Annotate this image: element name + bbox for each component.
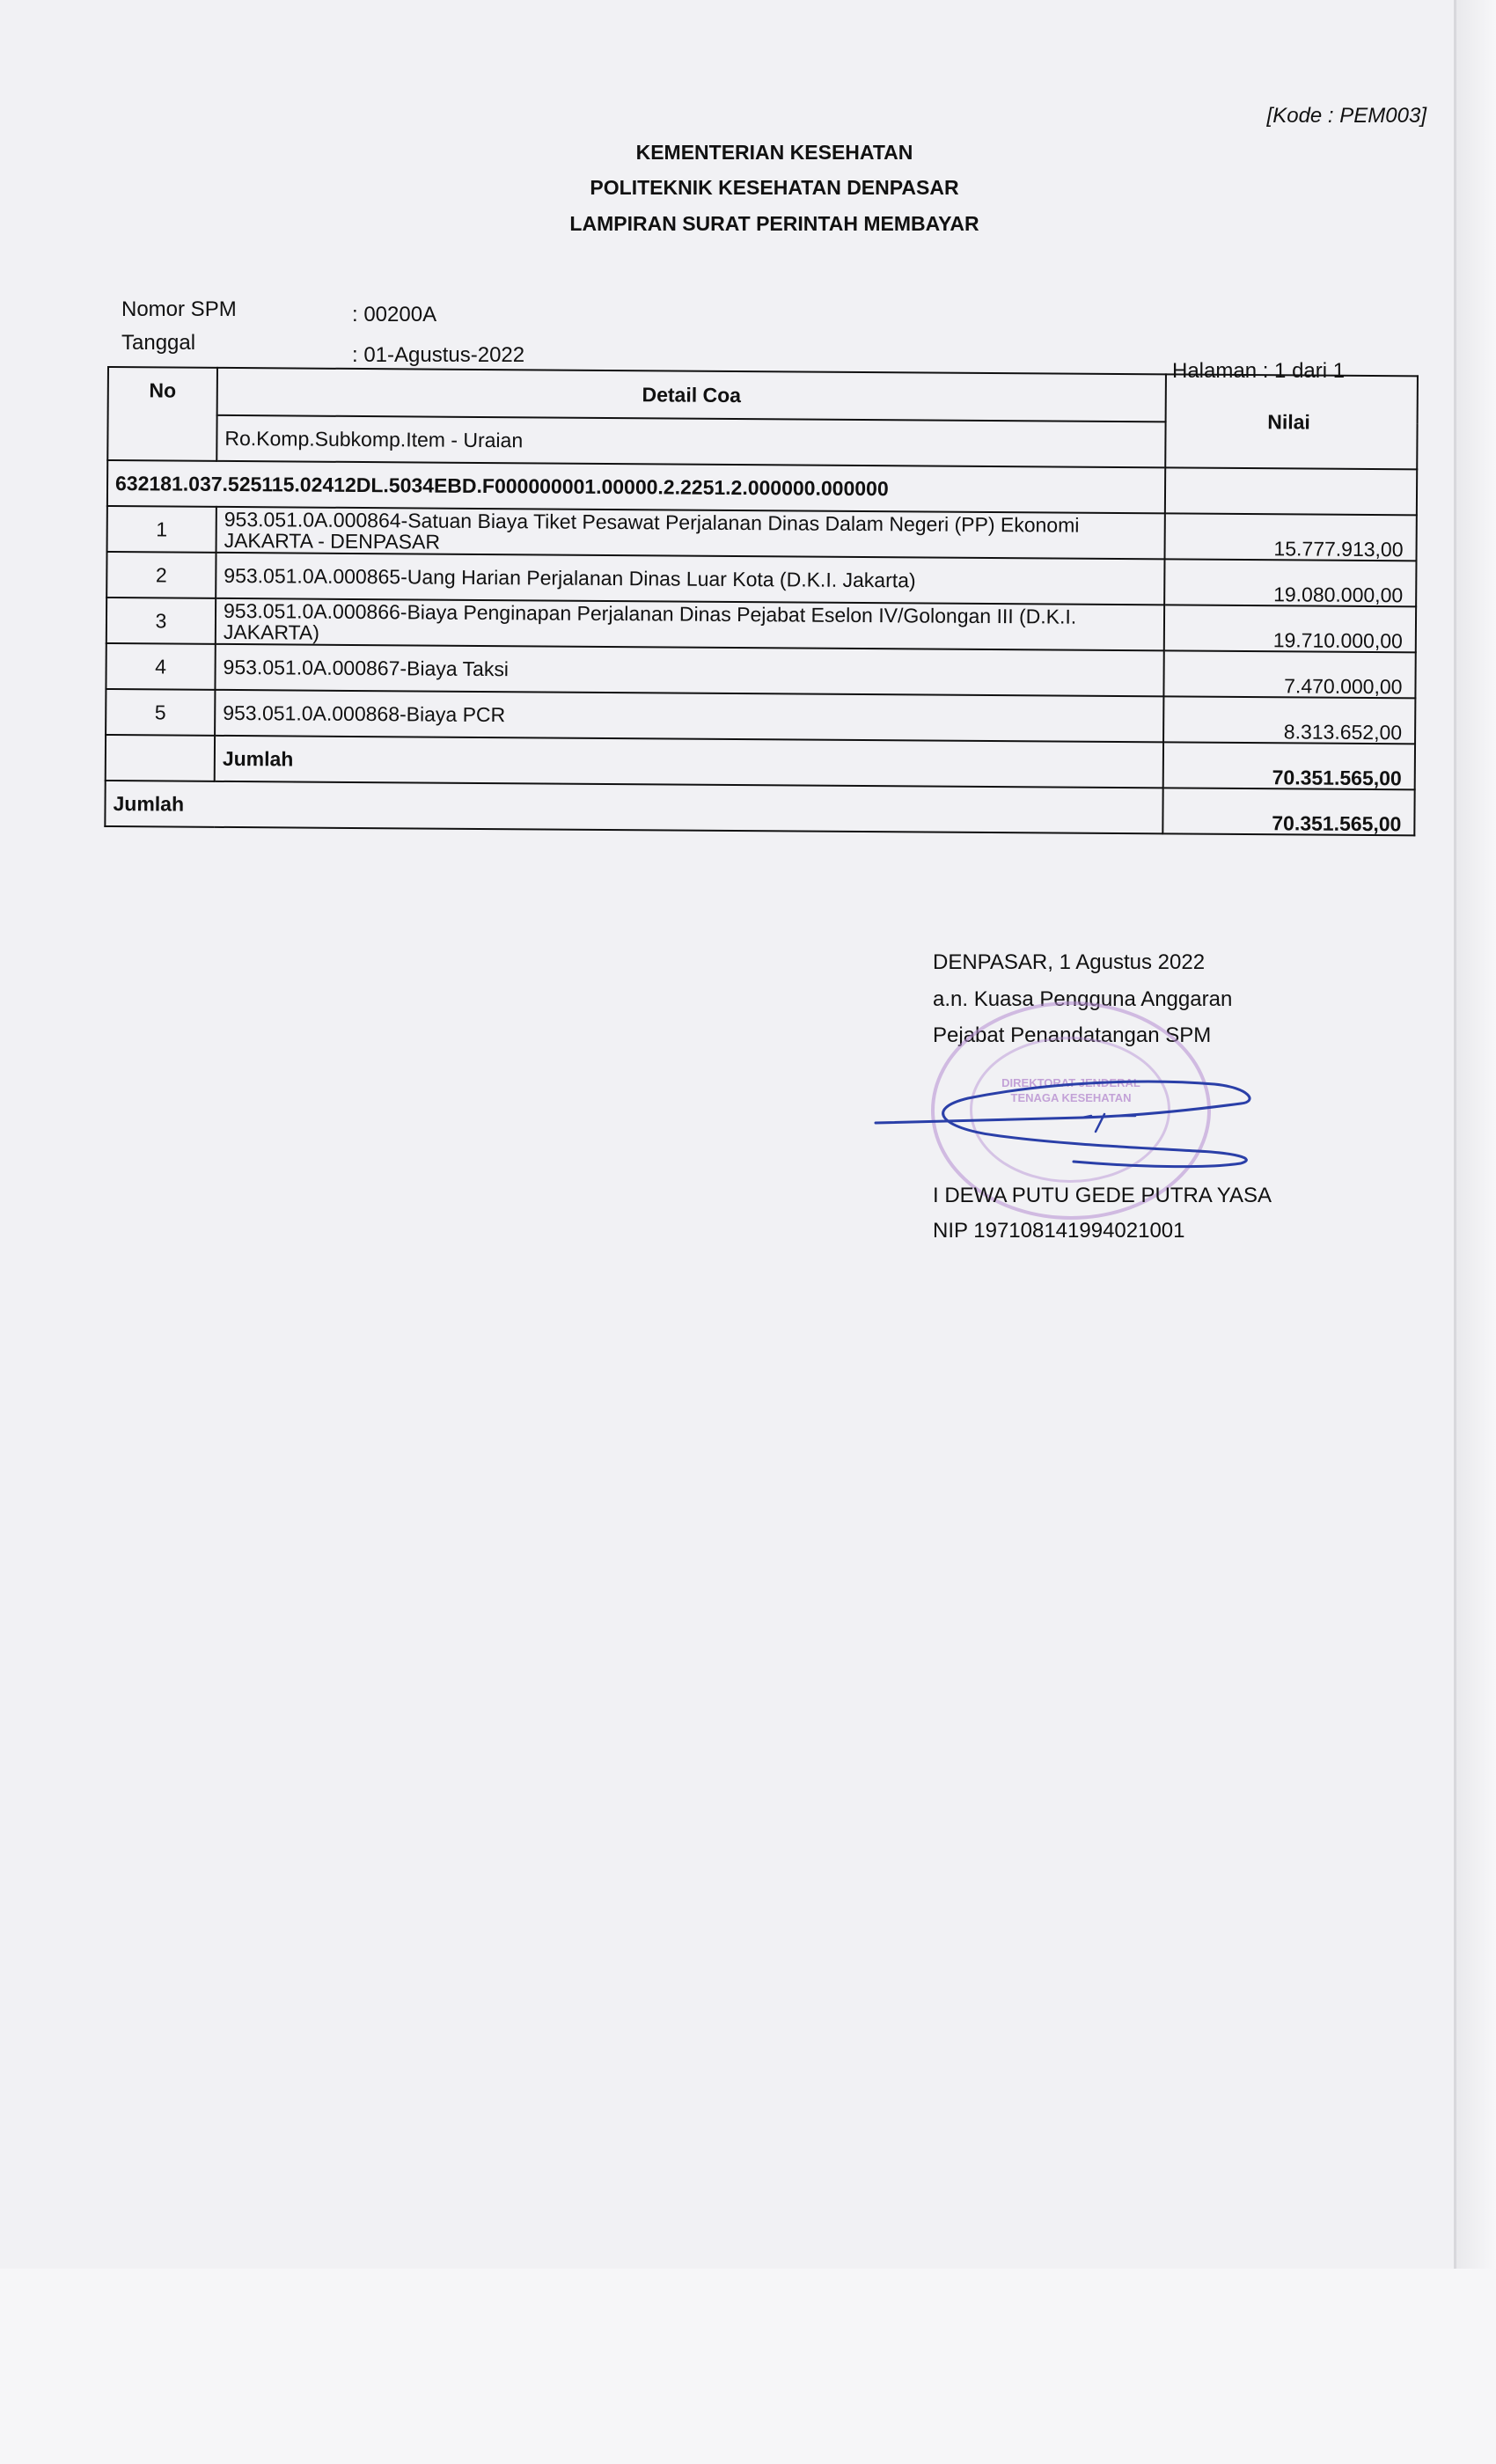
item-no: 4 xyxy=(106,643,215,690)
item-description: 953.051.0A.000866-Biaya Penginapan Perjalanan Dinas Pejabat Eselon IV/Golongan III (D.K.I. JAKARTA) xyxy=(216,598,1164,651)
item-description: 953.051.0A.000868-Biaya PCR xyxy=(215,690,1163,743)
item-nilai: 7.470.000,00 xyxy=(1163,650,1415,698)
header-ministry: KEMENTERIAN KESEHATAN xyxy=(635,141,913,164)
total-row xyxy=(105,781,1414,835)
subtotal-value: 70.351.565,00 xyxy=(1163,742,1415,789)
header-institution: POLITEKNIK KESEHATAN DENPASAR xyxy=(590,176,959,199)
subtotal-label: Jumlah xyxy=(215,736,1163,788)
signature-role-1: a.n. Kuasa Pengguna Anggaran xyxy=(933,987,1233,1011)
signature-role-2: Pejabat Penandatangan SPM xyxy=(933,1023,1212,1047)
account-code: 632181.037.525115.02412DL.5034EBD.F000000001.00000.2.2251.2.000000.000000 xyxy=(107,460,1165,513)
item-no: 5 xyxy=(106,689,215,736)
subtotal-no xyxy=(106,735,215,781)
scan-edge xyxy=(1456,0,1496,2464)
total-value: 70.351.565,00 xyxy=(1162,788,1414,835)
total-label: Jumlah xyxy=(105,781,1162,833)
header-nilai: Nilai xyxy=(1165,374,1418,469)
item-description: 953.051.0A.000864-Satuan Biaya Tiket Pesawat Perjalanan Dinas Dalam Negeri (PP) Ekonomi JAKARTA - DENPASAR xyxy=(216,507,1165,560)
item-description: 953.051.0A.000865-Uang Harian Perjalanan Dinas Luar Kota (D.K.I. Jakarta) xyxy=(216,553,1164,605)
stamp-text: DIREKTORAT JENDERAL TENAGA KESEHATAN xyxy=(1001,1076,1140,1104)
item-no: 2 xyxy=(106,552,216,598)
form-code: [Kode : PEM003] xyxy=(1266,104,1426,128)
signature-place-date: DENPASAR, 1 Agustus 2022 xyxy=(933,950,1206,974)
item-nilai: 15.777.913,00 xyxy=(1164,513,1416,561)
handwritten-signature xyxy=(871,1063,1276,1177)
nomor-spm-value: : 00200A xyxy=(352,303,437,326)
page-indicator: Halaman : 1 dari 1 xyxy=(1172,359,1346,383)
signatory-name: I DEWA PUTU GEDE PUTRA YASA xyxy=(933,1184,1272,1207)
coa-table xyxy=(104,366,1419,836)
header-detail-coa: Detail Coa xyxy=(217,368,1166,422)
tanggal-label: Tanggal xyxy=(121,331,196,355)
item-nilai: 19.710.000,00 xyxy=(1164,605,1416,652)
item-no: 1 xyxy=(107,506,216,553)
item-nilai: 8.313.652,00 xyxy=(1163,696,1415,744)
signatory-nip: NIP 197108141994021001 xyxy=(933,1219,1185,1243)
header-no: No xyxy=(107,367,217,461)
header-document-title: LAMPIRAN SURAT PERINTAH MEMBAYAR xyxy=(569,212,979,235)
nomor-spm-label: Nomor SPM xyxy=(121,297,237,321)
scan-bottom-margin xyxy=(0,2269,1496,2464)
tanggal-value: : 01-Agustus-2022 xyxy=(352,343,525,367)
item-no: 3 xyxy=(106,598,216,644)
account-nilai xyxy=(1165,467,1417,515)
item-description: 953.051.0A.000867-Biaya Taksi xyxy=(215,644,1163,697)
item-nilai: 19.080.000,00 xyxy=(1164,559,1416,606)
header-uraian: Ro.Komp.Subkomp.Item - Uraian xyxy=(216,415,1165,468)
